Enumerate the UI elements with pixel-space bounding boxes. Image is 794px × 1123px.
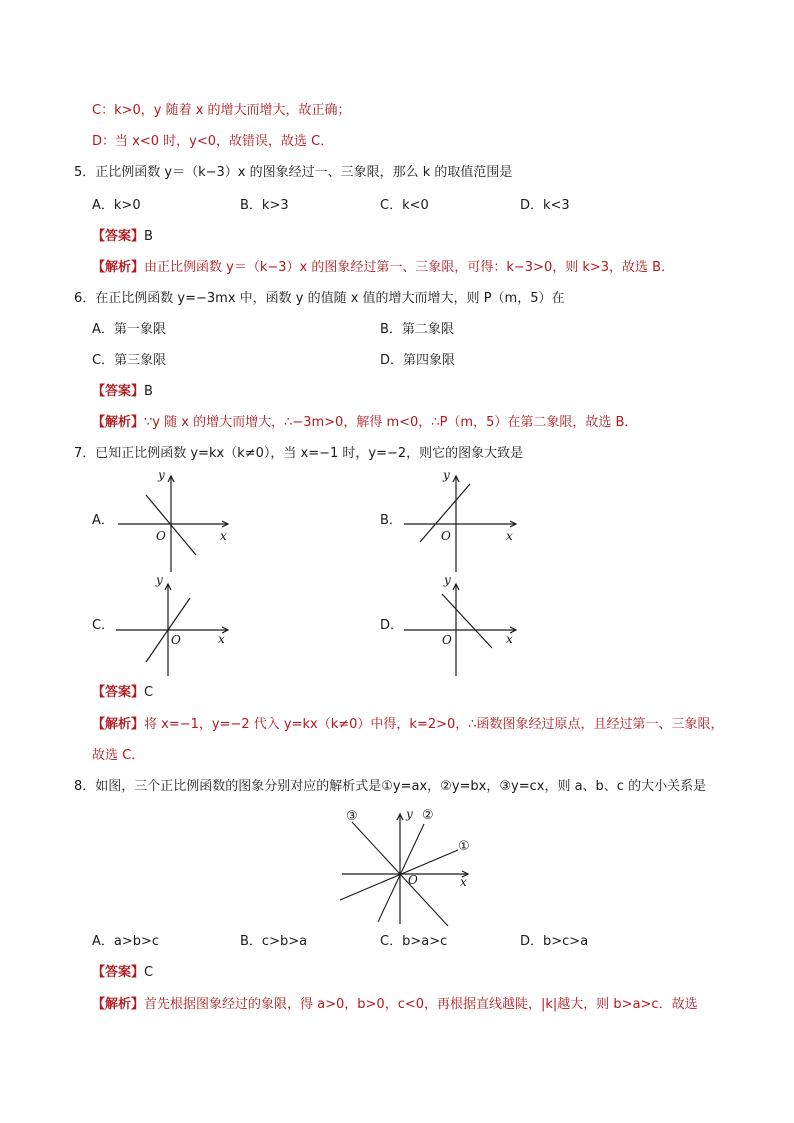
x-axis-label: x — [218, 632, 225, 646]
explanation-tag: 【解析】 — [92, 997, 145, 1012]
answer-tag: 【答案】 — [92, 229, 145, 244]
y-axis-label: y — [156, 573, 163, 587]
q6-option-a: A．第一象限 — [92, 322, 166, 337]
question-7: 7．已知正比例函数 y=kx（k≠0），当 x=−1 时，y=−2，则它的图象大致是 — [74, 446, 524, 461]
q7-graph-b — [398, 462, 528, 574]
q5-option-d: D．k<3 — [520, 198, 570, 213]
q5-option-c: C．k<0 — [380, 198, 429, 213]
x-axis-label: x — [460, 875, 467, 889]
explanation-text: 将 x=−1，y=−2 代入 y=kx（k≠0）中得，k=2>0，∴函数图象经过原点，且经过第一、三象限， — [144, 717, 724, 732]
q8-option-c: C．b>a>c — [380, 934, 448, 949]
q7-graph-a — [110, 462, 240, 574]
q8-option-a: A．a>b>c — [92, 934, 160, 949]
origin-label: O — [171, 633, 181, 647]
q6-option-c: C．第三象限 — [92, 353, 167, 368]
q7-label-c: C． — [92, 618, 115, 633]
answer-value: C — [144, 965, 154, 980]
q7-label-d: D． — [380, 618, 404, 633]
q7-explanation — [92, 715, 724, 735]
q5-answer — [92, 227, 153, 247]
explanation-tag: 【解析】 — [92, 415, 145, 430]
explanation-tag: 【解析】 — [92, 717, 145, 732]
origin-label: O — [442, 633, 452, 647]
q7-explanation-cont: 故选 C． — [92, 748, 145, 763]
q7-answer — [92, 683, 153, 703]
answer-value: C — [144, 685, 154, 700]
q8-option-b: B．c>b>a — [240, 934, 308, 949]
label-2: ② — [422, 808, 434, 823]
q5-explanation — [92, 258, 674, 278]
q6-answer — [92, 382, 153, 402]
q5-option-a: A．k>0 — [92, 198, 141, 213]
q7-label-b: B． — [380, 513, 402, 528]
answer-tag: 【答案】 — [92, 384, 145, 399]
question-5: 5．正比例函数 y＝（k−3）x 的图象经过一、三象限，那么 k 的取值范围是 — [74, 165, 513, 180]
label-3: ③ — [346, 809, 358, 824]
question-8: 8．如图，三个正比例函数的图象分别对应的解析式是①y=ax，②y=bx，③y=cx，则 a、b、c 的大小关系是 — [74, 779, 707, 794]
origin-label: O — [156, 529, 166, 543]
q8-answer — [92, 963, 153, 983]
y-axis-label: y — [158, 468, 165, 482]
answer-tag: 【答案】 — [92, 685, 145, 700]
y-axis-label: y — [443, 468, 450, 482]
explanation-text: 由正比例函数 y＝（k−3）x 的图象经过第一、三象限，可得：k−3>0，则 k>3，故选 B． — [144, 260, 675, 275]
question-6: 6．在正比例函数 y=−3mx 中，函数 y 的值随 x 值的增大而增大，则 P（m，5）在 — [74, 291, 565, 306]
q5-option-b: B．k>3 — [240, 198, 289, 213]
q8-explanation — [92, 995, 698, 1015]
prev-option-d-explanation: D：当 x<0 时，y<0，故错误，故选 C． — [92, 134, 334, 149]
q7-graph-d — [398, 570, 528, 682]
y-axis-label: y — [444, 573, 451, 587]
answer-value: B — [144, 384, 153, 399]
explanation-text: 首先根据图象经过的象限，得 a>0，b>0，c<0，再根据直线越陡，|k|越大，则 b>a>c．故选 — [144, 997, 698, 1012]
answer-value: B — [144, 229, 153, 244]
x-axis-label: x — [220, 529, 227, 543]
origin-label: O — [441, 529, 451, 543]
q8-option-d: D．b>c>a — [520, 934, 589, 949]
q7-graph-c — [110, 570, 240, 682]
q6-explanation — [92, 413, 637, 433]
x-axis-label: x — [506, 632, 513, 646]
q7-label-a: A． — [92, 513, 114, 528]
x-axis-label: x — [506, 529, 513, 543]
answer-tag: 【答案】 — [92, 965, 145, 980]
prev-option-c-explanation: C：k>0，y 随着 x 的增大而增大，故正确； — [92, 103, 351, 118]
q8-graph — [330, 800, 480, 928]
explanation-tag: 【解析】 — [92, 260, 145, 275]
origin-label: O — [408, 873, 418, 887]
q6-option-b: B．第二象限 — [380, 322, 454, 337]
y-axis-label: y — [406, 807, 413, 821]
line-1 — [340, 850, 458, 900]
label-1: ① — [458, 839, 470, 854]
q6-option-d: D．第四象限 — [380, 353, 456, 368]
explanation-text: ∵y 随 x 的增大而增大，∴−3m>0，解得 m<0，∴P（m，5）在第二象限，故选 B． — [144, 415, 638, 430]
